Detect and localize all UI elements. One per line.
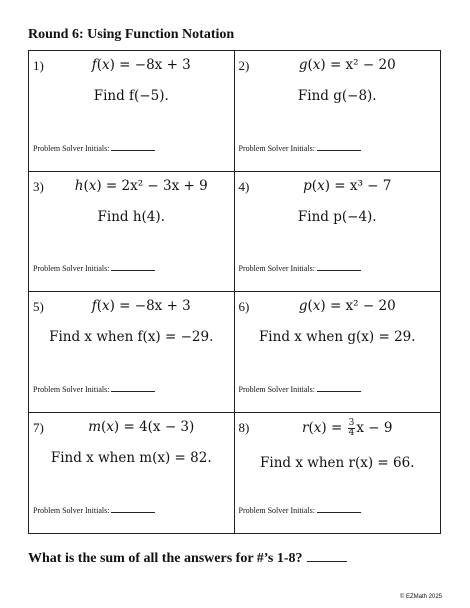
initials-blank[interactable] — [317, 390, 361, 392]
problem-number: 3) — [33, 178, 44, 194]
problem-task: Find x when f(x) = −29. — [49, 329, 214, 345]
initials-field[interactable] — [33, 144, 155, 153]
problem-cell-7 — [29, 413, 235, 534]
initials-field[interactable] — [239, 264, 361, 273]
initials-label: Problem Solver Initials: — [33, 143, 110, 153]
initials-blank[interactable] — [111, 511, 155, 513]
fraction-denominator: 4 — [348, 427, 355, 438]
initials-blank[interactable] — [111, 149, 155, 151]
function-definition: m(x) = 4(x − 3) — [88, 418, 195, 435]
function-arg: x — [312, 298, 321, 314]
initials-field[interactable] — [33, 264, 155, 273]
problem-grid — [28, 50, 441, 534]
function-rhs: = −8x + 3 — [119, 298, 191, 314]
problem-task: Find h(4). — [97, 208, 165, 225]
initials-field[interactable] — [33, 506, 155, 515]
initials-label: Problem Solver Initials: — [33, 264, 110, 273]
problem-task: Find p(−4). — [297, 208, 377, 225]
problem-cell-6 — [235, 292, 441, 413]
problem-number: 8) — [238, 419, 250, 435]
sum-question — [28, 551, 347, 567]
initials-blank[interactable] — [111, 390, 155, 392]
initials-field[interactable] — [33, 385, 155, 394]
function-name: g — [298, 57, 308, 73]
function-definition: g(x) = x² − 20 — [298, 298, 396, 314]
function-definition: p(x) = x³ − 7 — [303, 177, 392, 194]
sum-question-text: What is the sum of all the answers for #’s 1-8? — [28, 551, 303, 566]
problem-cell-4 — [235, 172, 441, 293]
initials-blank[interactable] — [317, 511, 361, 513]
problem-cell-2 — [235, 51, 441, 172]
function-name: h — [74, 177, 84, 194]
initials-field[interactable] — [239, 144, 361, 153]
function-rhs: = x² − 20 — [329, 298, 396, 314]
function-definition: h(x) = 2x² − 3x + 9 — [74, 177, 208, 194]
function-rhs: = 4(x − 3) — [123, 418, 195, 435]
initials-blank[interactable] — [111, 269, 155, 271]
problem-number: 5) — [33, 299, 44, 314]
initials-label: Problem Solver Initials: — [238, 143, 315, 153]
initials-label: Problem Solver Initials: — [238, 506, 315, 515]
function-arg: x — [101, 298, 110, 314]
function-rhs: = x³ − 7 — [334, 177, 392, 194]
problem-cell-5 — [29, 292, 235, 413]
problem-number: 7) — [33, 419, 44, 435]
function-definition: f(x) = −8x + 3 — [91, 57, 191, 73]
problem-cell-8 — [235, 413, 441, 534]
initials-label: Problem Solver Initials: — [33, 506, 110, 515]
initials-field[interactable] — [239, 506, 361, 515]
function-rhs: = 2x² − 3x + 9 — [105, 177, 208, 194]
function-rhs: x − 9 — [356, 419, 393, 436]
initials-label: Problem Solver Initials: — [238, 264, 315, 273]
function-name: m — [88, 418, 101, 435]
problem-task: Find f(−5). — [93, 88, 169, 104]
problem-number: 4) — [238, 178, 250, 194]
problem-task: Find x when m(x) = 82. — [50, 449, 212, 466]
function-name: g — [298, 298, 308, 314]
copyright-footer: © EZMath 2025 — [399, 594, 442, 600]
function-arg: x — [106, 418, 114, 435]
problem-task: Find x when r(x) = 66. — [260, 454, 415, 471]
function-definition: g(x) = x² − 20 — [298, 57, 396, 73]
problem-number: 2) — [238, 58, 250, 73]
problem-number: 6) — [238, 299, 250, 314]
function-arg: x — [88, 177, 97, 194]
problem-task: Find x when g(x) = 29. — [258, 329, 416, 345]
function-name: f — [91, 298, 97, 314]
function-rhs: = x² − 20 — [329, 57, 396, 73]
fraction-numerator: 3 — [348, 417, 355, 428]
initials-label: Problem Solver Initials: — [33, 384, 110, 394]
function-name: r — [302, 419, 309, 436]
sum-answer-blank[interactable] — [307, 560, 347, 562]
problem-cell-1 — [29, 51, 235, 172]
fraction — [348, 419, 356, 438]
function-definition: f(x) = −8x + 3 — [91, 298, 191, 314]
function-arg: x — [313, 419, 322, 436]
problem-cell-3 — [29, 172, 235, 293]
function-name: p — [303, 177, 312, 194]
problem-task: Find g(−8). — [297, 88, 377, 104]
initials-field[interactable] — [239, 385, 361, 394]
function-rhs-prefix: = — [330, 419, 343, 436]
initials-label: Problem Solver Initials: — [238, 384, 315, 394]
function-rhs: = −8x + 3 — [119, 57, 191, 73]
function-name: f — [91, 57, 97, 73]
problem-number: 1) — [33, 58, 44, 73]
initials-blank[interactable] — [317, 269, 361, 271]
function-arg: x — [312, 57, 321, 73]
page-title: Round 6: Using Function Notation — [28, 27, 235, 42]
function-arg: x — [101, 57, 110, 73]
initials-blank[interactable] — [317, 149, 361, 151]
function-arg: x — [317, 177, 325, 194]
function-definition: r(x) = $\frac{3}{4}$ x − 9 — [302, 417, 393, 438]
